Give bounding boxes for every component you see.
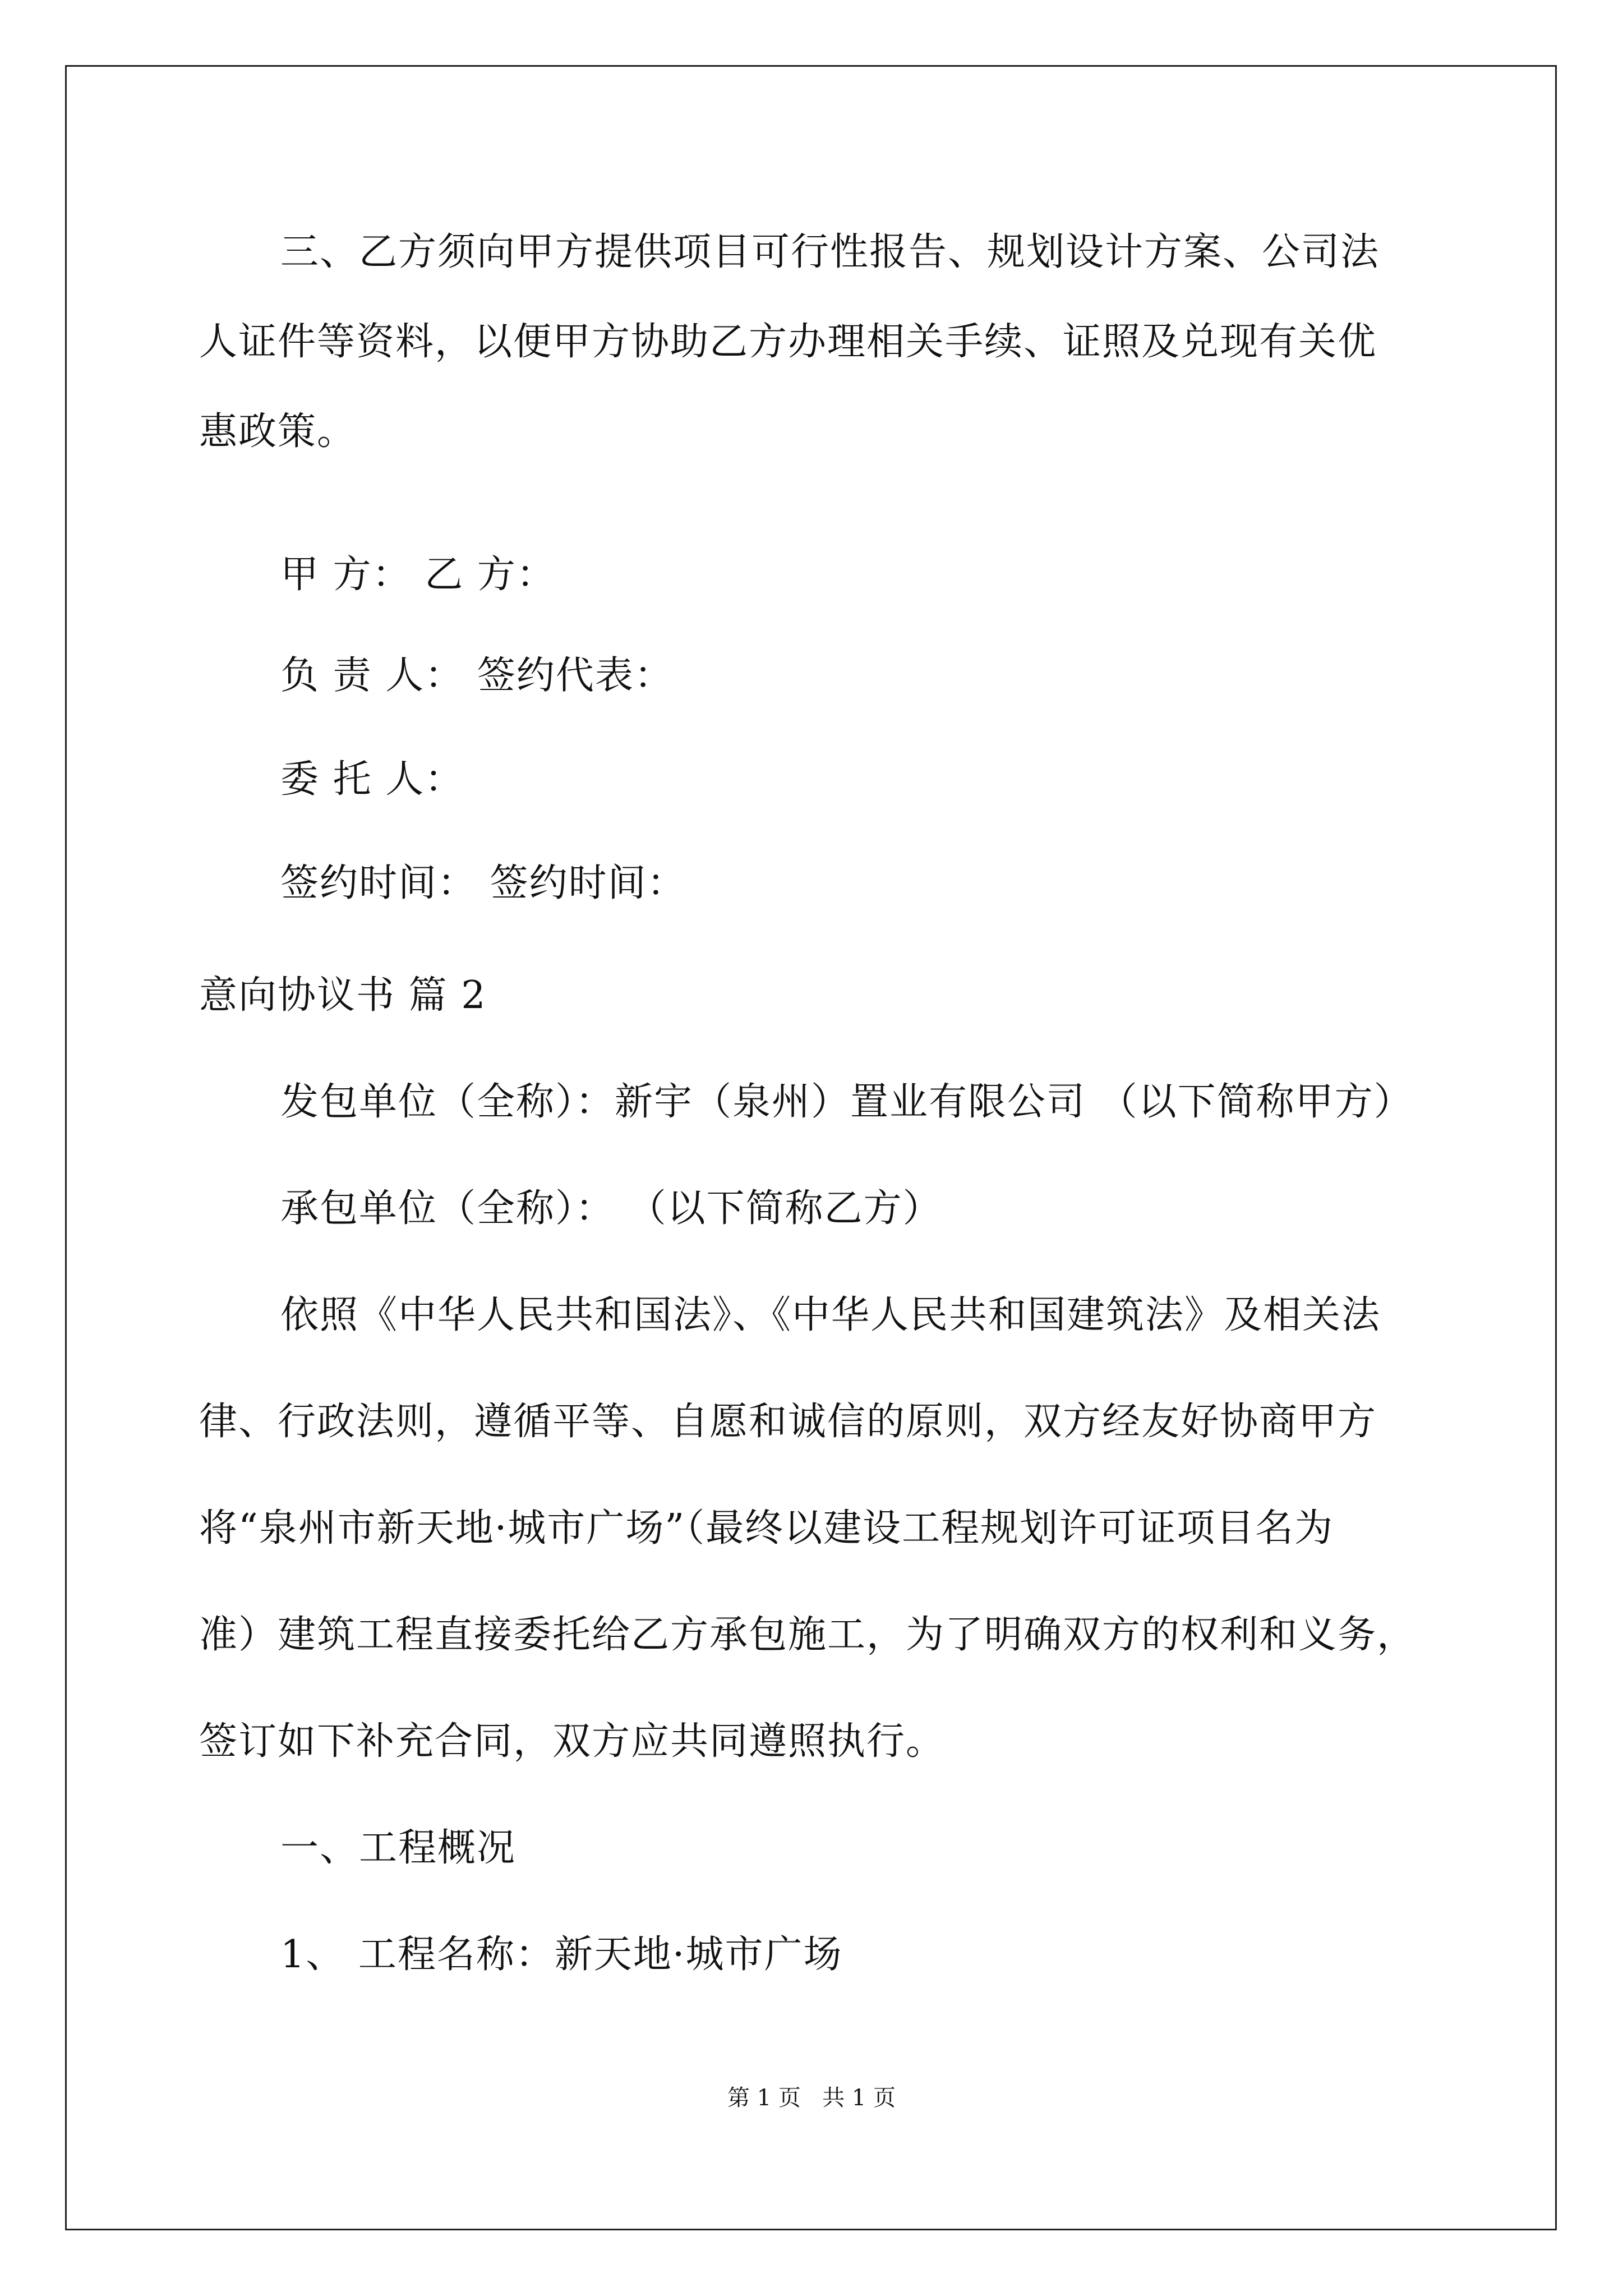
signature-entrust-line: 委 托 人： — [280, 757, 464, 802]
contractor-party-b: 承包单位（全称）： （以下简称乙方） — [280, 1186, 942, 1231]
paragraph-line: 依照《中华人民共和国法》、《中华人民共和国建筑法》及相关法 — [280, 1293, 1381, 1337]
signature-date-line: 签约时间： 签约时间： — [280, 861, 686, 905]
page-footer — [0, 2084, 1623, 2112]
paragraph-line: 签订如下补充合同，双方应共同遵照执行。 — [199, 1719, 946, 1764]
page-number: 第 1 页 — [727, 2085, 801, 2111]
page-total: 共 1 页 — [822, 2085, 896, 2111]
paragraph-line: 准）建筑工程直接委托给乙方承包施工，为了明确双方的权利和义务， — [199, 1613, 1417, 1657]
signature-party-line: 甲 方： 乙 方： — [280, 553, 556, 597]
section-heading: 一、工程概况 — [280, 1826, 517, 1870]
signature-responsible-line: 负 责 人： 签约代表： — [280, 654, 674, 698]
list-item: 1、 工程名称：新天地·城市广场 — [280, 1932, 843, 1977]
section-title: 意向协议书 篇 2 — [199, 973, 487, 1018]
contractor-party-a: 发包单位（全称）：新宇（泉州）置业有限公司 （以下简称甲方） — [280, 1080, 1413, 1124]
paragraph-line: 律、行政法则，遵循平等、自愿和诚信的原则，双方经友好协商甲方 — [199, 1400, 1377, 1444]
paragraph-line: 将“泉州市新天地·城市广场”（最终以建设工程规划许可证项目名为 — [199, 1506, 1334, 1550]
page-border — [65, 65, 1557, 2230]
paragraph-line: 惠政策。 — [199, 409, 357, 454]
paragraph-line: 人证件等资料，以便甲方协助乙方办理相关手续、证照及兑现有关优 — [199, 320, 1377, 364]
paragraph-line: 三、乙方须向甲方提供项目可行性报告、规划设计方案、公司法 — [280, 230, 1380, 274]
